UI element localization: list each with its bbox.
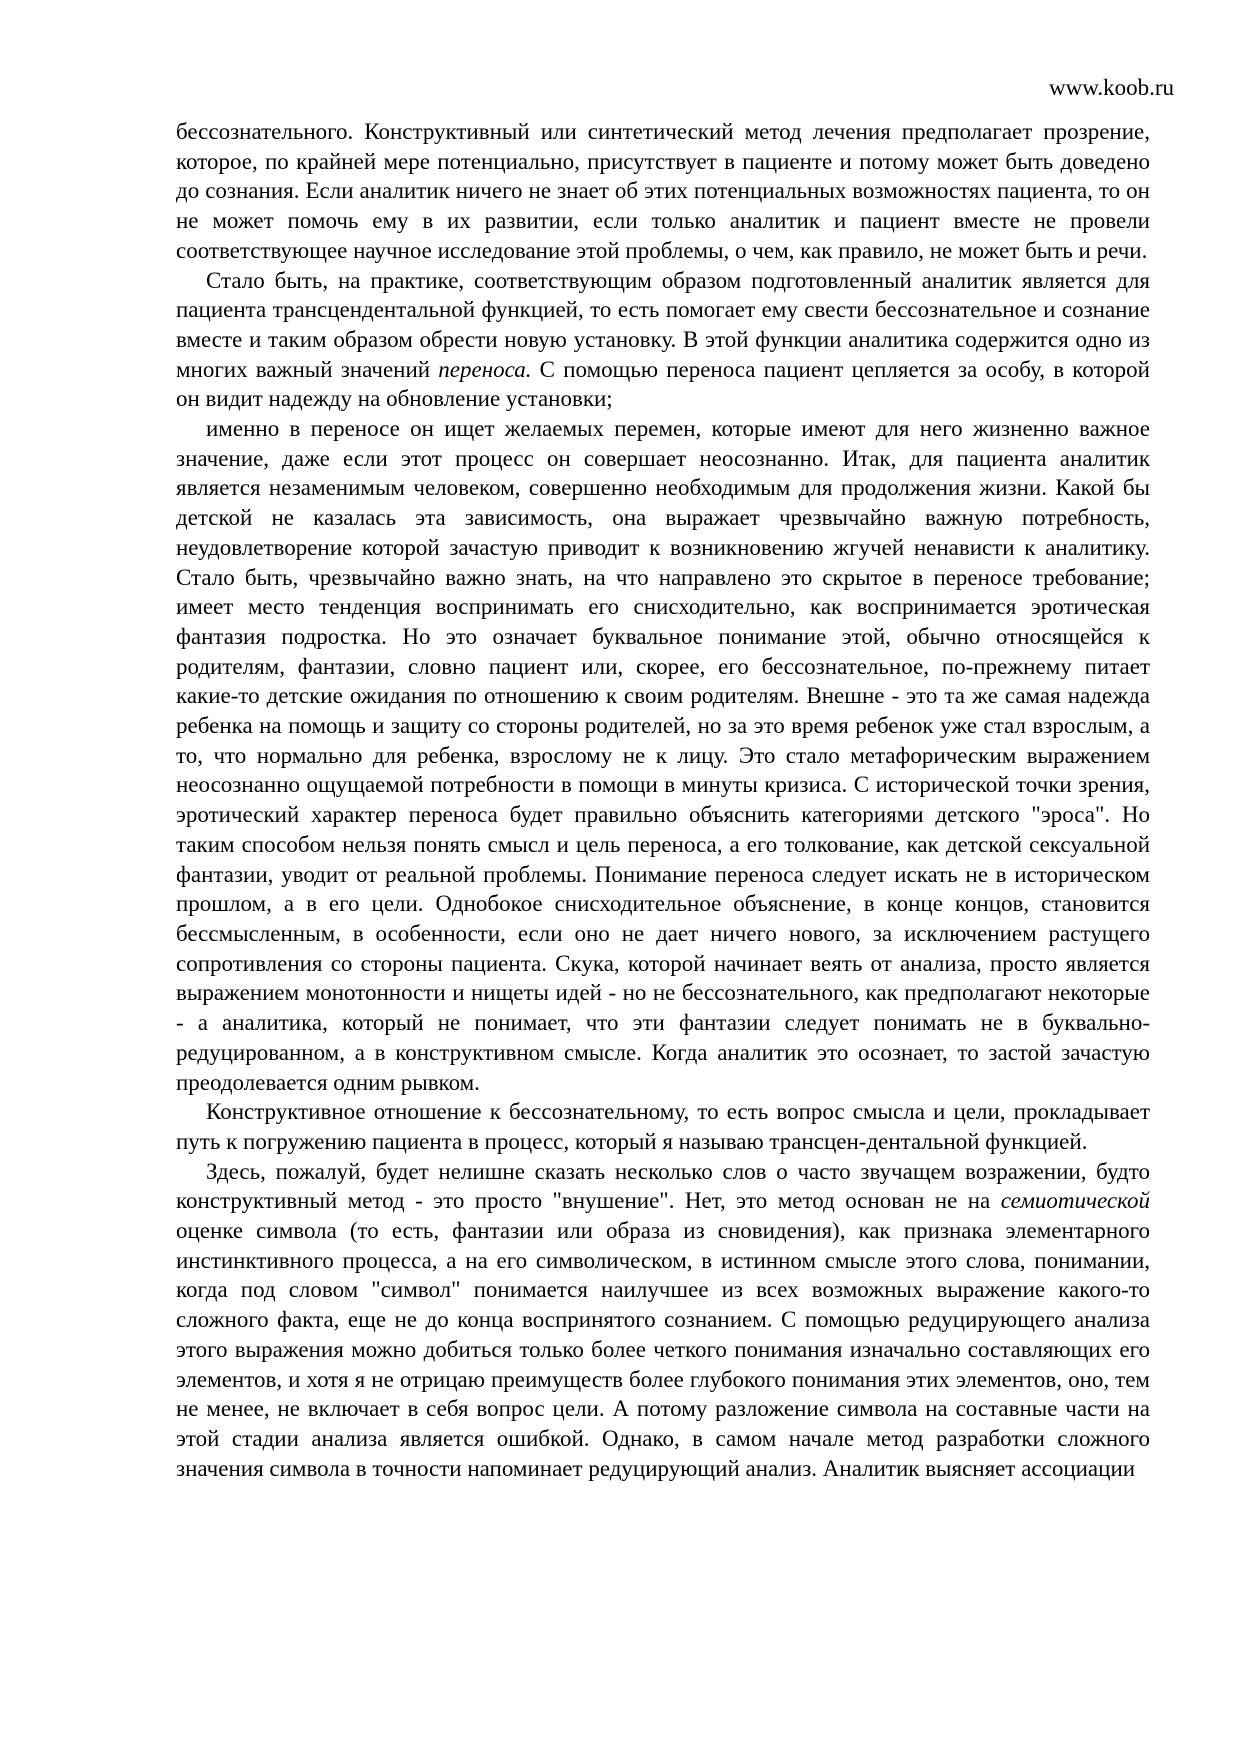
paragraph-2-text-after: С помощью переноса пациент цепляется за особу, в которой он видит надежду на обновление установки; — [176, 356, 1150, 412]
paragraph-5-text-after: оценке символа (то есть, фантазии или образа из сновидения), как признака элементарного инстинктивного процесса, а на его символическом, в истинном смысле этого слова, понимании, когда под словом "символ" понимается наилучшее из всех возможных выражение какого-то сложного факта, еще не до конца воспринятого сознанием. С помощью редуцирующего анализа этого выражения можно добиться только более четкого понимания изначально составляющих его элементов, и хотя я не отрицаю преимуществ более глубокого понимания этих элементов, оно, тем не менее, не включает в себя вопрос цели. А потому разложение символа на составные части на этой стадии анализа является ошибкой. Однако, в самом начале метод разработки сложного значения символа в точности напоминает редуцирующий анализ. Аналитик выясняет ассоциации — [176, 1218, 1150, 1481]
paragraph-5 — [176, 1157, 1150, 1484]
paragraph-5-text-before: Здесь, пожалуй, будет нелишне сказать несколько слов о часто звучащем возражении, будто конструктивный метод - это просто "внушение". Нет, это метод основан не на — [176, 1158, 1150, 1214]
paragraph-2-emphasis: переноса. — [438, 356, 532, 382]
document-body — [176, 117, 1150, 1483]
paragraph-5-emphasis: семиотической — [1000, 1188, 1150, 1214]
paragraph-4: Конструктивное отношение к бессознательному, то есть вопрос смысла и цели, прокладывает путь к погружению пациента в процесс, который я называю трансцен-дентальной функцией. — [176, 1099, 1150, 1154]
paragraph-2-text-before: Стало быть, на практике, соответствующим образом подготовленный аналитик является для пациента трансцендентальной функцией, то есть помогает ему свести бессознательное и сознание вместе и таким образом обрести новую установку. В этой функции аналитика содержится одно из многих важный значений — [176, 267, 1150, 382]
site-url-header: www.koob.ru — [1049, 75, 1174, 100]
paragraph-1: бессознательного. Конструктивный или синтетический метод лечения предполагает прозрение, которое, по крайней мере потенциально, присутствует в пациенте и потому может быть доведено до сознания. Если аналитик ничего не знает об этих потенциальных возможностях пациента, то он не может помочь ему в их развитии, если только аналитик и пациент вместе не провели соответствующее научное исследование этой проблемы, о чем, как правило, не может быть и речи. — [176, 119, 1150, 263]
paragraph-3: именно в переносе он ищет желаемых перемен, которые имеют для него жизненно важное значение, даже если этот процесс он совершает неосознанно. Итак, для пациента аналитик является незаменимым человеком, совершенно необходимым для продолжения жизни. Какой бы детской не казалась эта зависимость, она выражает чрезвычайно важную потребность, неудовлетворение которой зачастую приводит к возникновению жгучей ненависти к аналитику. Стало быть, чрезвычайно важно знать, на что направлено это скрытое в переносе требование; имеет место тенденция воспринимать его снисходительно, как воспринимается эротическая фантазия подростка. Но это означает буквальное понимание этой, обычно относящейся к родителям, фантазии, словно пациент или, скорее, его бессознательное, по-прежнему питает какие-то детские ожидания по отношению к своим родителям. Внешне - это та же самая надежда ребенка на помощь и защиту со стороны родителей, но за это время ребенок уже стал взрослым, а то, что нормально для ребенка, взрослому не к лицу. Это стало метафорическим выражением неосознанно ощущаемой потребности в помощи в минуты кризиса. С исторической точки зрения, эротический характер переноса будет правильно объяснить категориями детского "эроса". Но таким способом нельзя понять смысл и цель переноса, а его толкование, как детской сексуальной фантазии, уводит от реальной проблемы. Понимание переноса следует искать не в историческом прошлом, а в его цели. Однобокое снисходительное объяснение, в конце концов, становится бессмысленным, в особенности, если оно не дает ничего нового, за исключением растущего сопротивления со стороны пациента. Скука, которой начинает веять от анализа, просто является выражением монотонности и нищеты идей - но не бессознательного, как предполагают некоторые - а аналитика, который не понимает, что эти фантазии следует понимать не в буквально-редуцированном, а в конструктивном смысле. Когда аналитик это осознает, то застой зачастую преодолевается одним рывком. — [176, 416, 1150, 1095]
paragraph-2 — [176, 266, 1150, 415]
